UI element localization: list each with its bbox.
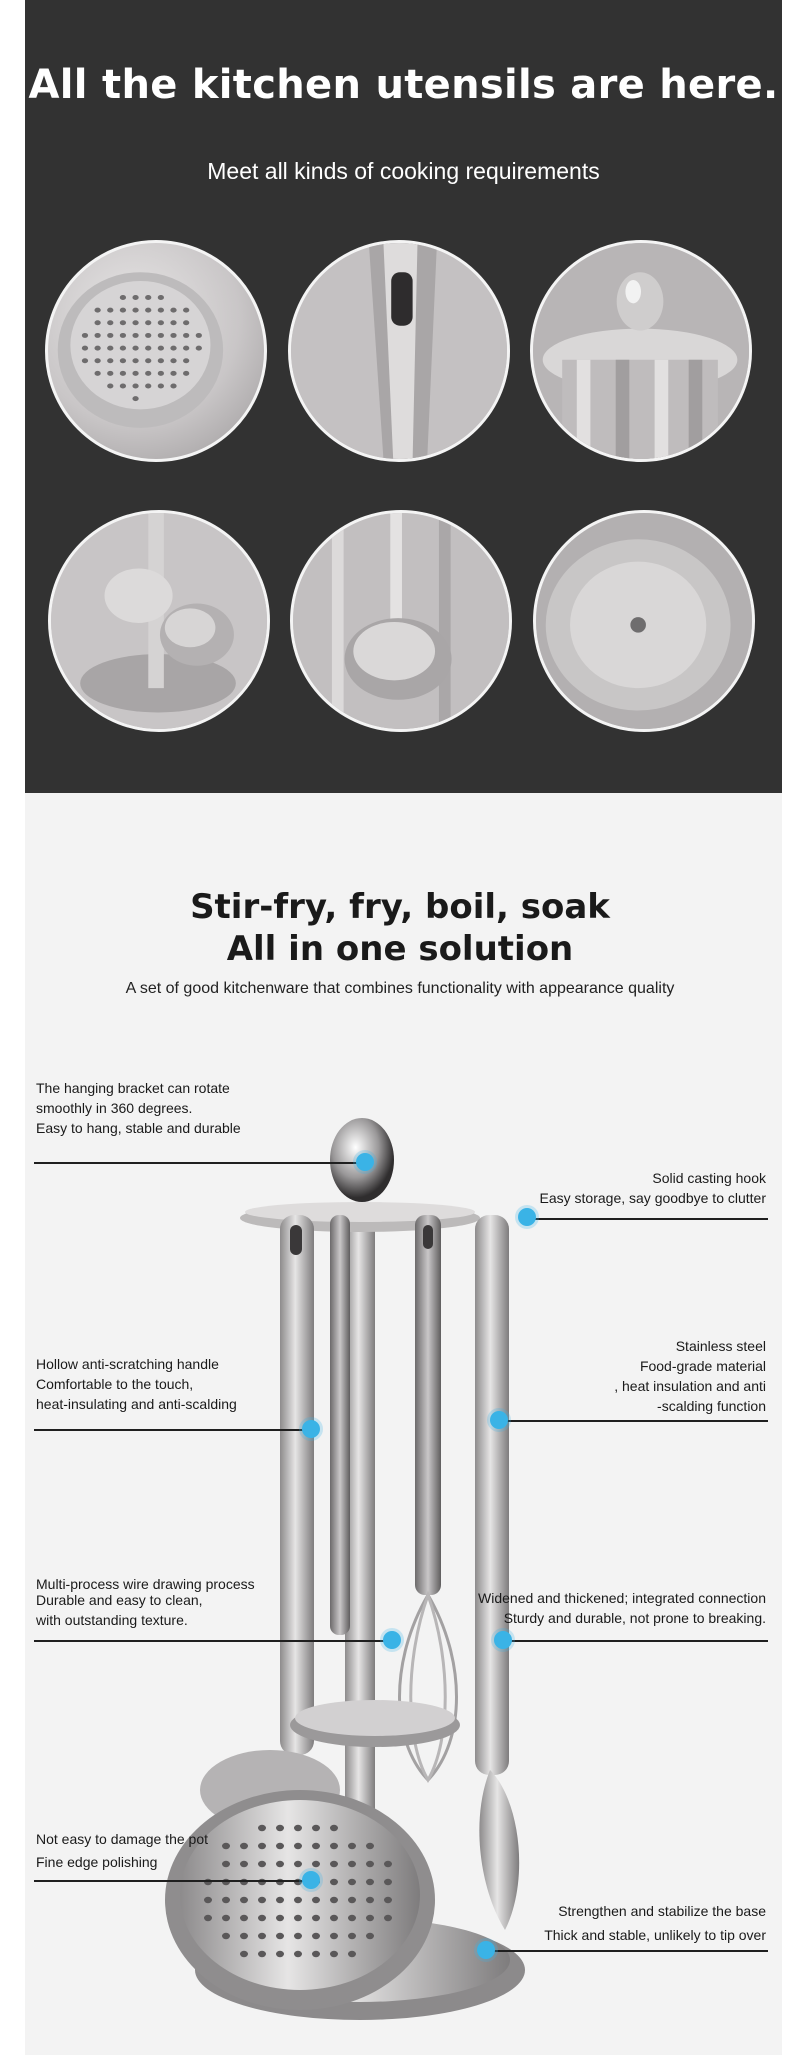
- annotation-line: Hollow anti-scratching handle: [36, 1356, 219, 1372]
- annotation-line: Sturdy and durable, not prone to breaking.: [503, 1610, 766, 1626]
- callout-dot: [302, 1420, 320, 1438]
- leader-line: [34, 1640, 394, 1642]
- annotation-line: Easy to hang, stable and durable: [36, 1120, 241, 1136]
- annotation-hollow-handle: [36, 1354, 316, 1414]
- annotation-casting-hook: [470, 1168, 766, 1208]
- annotation-line: Strengthen and stabilize the base: [558, 1903, 766, 1919]
- detail-image-slotted-spoon: [45, 240, 267, 462]
- annotation-wire-drawing: [36, 1574, 336, 1630]
- leader-line: [498, 1420, 768, 1422]
- annotation-line: , heat insulation and anti: [614, 1378, 766, 1394]
- detail-image-soup-ladle: [290, 510, 512, 732]
- annotation-line: Food-grade material: [639, 1358, 766, 1374]
- section-title: All the kitchen utensils are here.: [28, 62, 779, 108]
- annotation-line: Multi-process wire drawing process: [36, 1576, 255, 1592]
- detail-image-ladles-base: [48, 510, 270, 732]
- solution-heading-line2: All in one solution: [226, 929, 574, 969]
- leader-line: [488, 1950, 768, 1952]
- annotation-line: The hanging bracket can rotate: [36, 1080, 230, 1096]
- utensil-set-illustration: [150, 1100, 570, 2030]
- leader-line: [34, 1880, 312, 1882]
- leader-line: [504, 1640, 768, 1642]
- annotation-stable-base: [470, 1899, 766, 1947]
- annotation-line: with outstanding texture.: [36, 1612, 188, 1628]
- detail-image-handle-hole: [288, 240, 510, 462]
- callout-dot: [356, 1153, 374, 1171]
- annotation-line: Stainless steel: [675, 1338, 766, 1354]
- annotation-line: heat-insulating and anti-scalding: [36, 1396, 237, 1412]
- annotation-stainless-steel: [470, 1336, 766, 1416]
- annotation-line: Solid casting hook: [652, 1170, 766, 1186]
- annotation-widened-connection: [456, 1588, 766, 1628]
- callout-dot: [518, 1208, 536, 1226]
- callout-dot: [302, 1871, 320, 1889]
- solution-tagline: A set of good kitchenware that combines functionality with appearance quality: [125, 980, 675, 997]
- callout-dot: [494, 1631, 512, 1649]
- annotation-line: Thick and stable, unlikely to tip over: [544, 1927, 766, 1943]
- solution-heading-line1: Stir-fry, fry, boil, soak: [190, 887, 610, 927]
- annotation-line: smoothly in 360 degrees.: [36, 1100, 193, 1116]
- callout-dot: [490, 1411, 508, 1429]
- annotation-line: Comfortable to the touch,: [36, 1376, 194, 1392]
- annotation-line: Durable and easy to clean,: [36, 1592, 203, 1608]
- annotation-line: Easy storage, say goodbye to clutter: [539, 1190, 766, 1206]
- annotation-line: Widened and thickened; integrated connection: [478, 1590, 766, 1606]
- leader-line: [34, 1429, 312, 1431]
- section-subtitle: Meet all kinds of cooking requirements: [207, 158, 600, 184]
- callout-dot: [477, 1941, 495, 1959]
- leader-line: [34, 1162, 364, 1164]
- callout-dot: [383, 1631, 401, 1649]
- annotation-line: Not easy to damage the pot: [36, 1831, 208, 1847]
- leader-line: [520, 1218, 768, 1220]
- detail-image-stand-top: [530, 240, 752, 462]
- annotation-line: -scalding function: [657, 1398, 766, 1414]
- annotation-edge-polishing: [36, 1828, 316, 1874]
- annotation-rotating-bracket: [36, 1078, 316, 1138]
- detail-image-base-plate: [533, 510, 755, 732]
- annotation-line: Fine edge polishing: [36, 1854, 158, 1870]
